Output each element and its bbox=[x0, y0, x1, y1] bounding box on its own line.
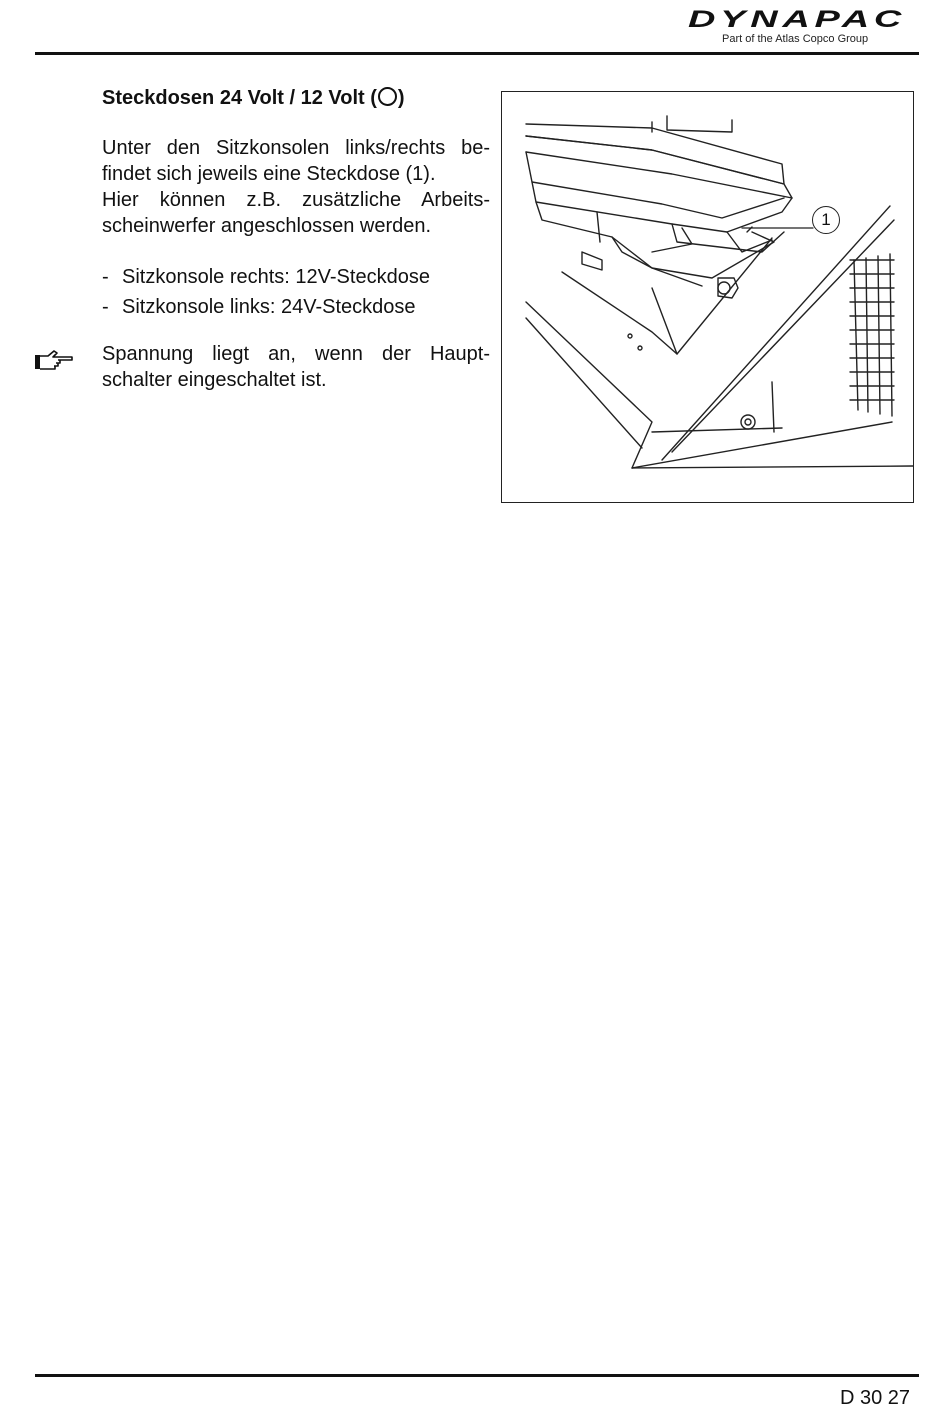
note-paragraph bbox=[102, 341, 490, 393]
seat-console-illustration bbox=[501, 91, 914, 503]
logo-brand-text: DYNAPAC bbox=[688, 6, 906, 30]
section-title bbox=[102, 87, 405, 110]
list-item-text: Sitzkonsole rechts: 12V-Steckdose bbox=[122, 266, 430, 288]
header-rule bbox=[35, 52, 919, 55]
circle-symbol-icon bbox=[378, 87, 397, 106]
page-number: D 30 27 bbox=[840, 1387, 911, 1409]
socket-list bbox=[102, 262, 430, 322]
section-title-text: Steckdosen 24 Volt / 12 Volt ( bbox=[102, 87, 377, 109]
section-title-close: ) bbox=[397, 87, 405, 109]
paragraph-line: Hier können z.B. zusätzliche Arbeits- bbox=[102, 189, 490, 211]
paragraph-line: scheinwerfer angeschlossen werden. bbox=[102, 215, 432, 237]
description-paragraph bbox=[102, 135, 490, 239]
list-item bbox=[102, 262, 430, 292]
paragraph-line: Unter den Sitzkonsolen links/rechts be- bbox=[102, 137, 490, 159]
note-line: Spannung liegt an, wenn der Haupt- bbox=[102, 343, 490, 365]
list-dash: - bbox=[102, 266, 109, 288]
callout-label: 1 bbox=[812, 206, 840, 234]
footer-rule bbox=[35, 1374, 919, 1377]
dynapac-logo bbox=[686, 6, 908, 30]
paragraph-line: findet sich jeweils eine Steckdose (1). bbox=[102, 163, 436, 185]
illustration-drawing bbox=[502, 92, 914, 503]
list-item bbox=[102, 292, 430, 322]
list-dash: - bbox=[102, 296, 109, 318]
note-line: schalter eingeschaltet ist. bbox=[102, 369, 327, 391]
pointing-hand-icon bbox=[34, 348, 74, 372]
logo-tagline: Part of the Atlas Copco Group bbox=[722, 33, 869, 45]
list-item-text: Sitzkonsole links: 24V-Steckdose bbox=[122, 296, 416, 318]
